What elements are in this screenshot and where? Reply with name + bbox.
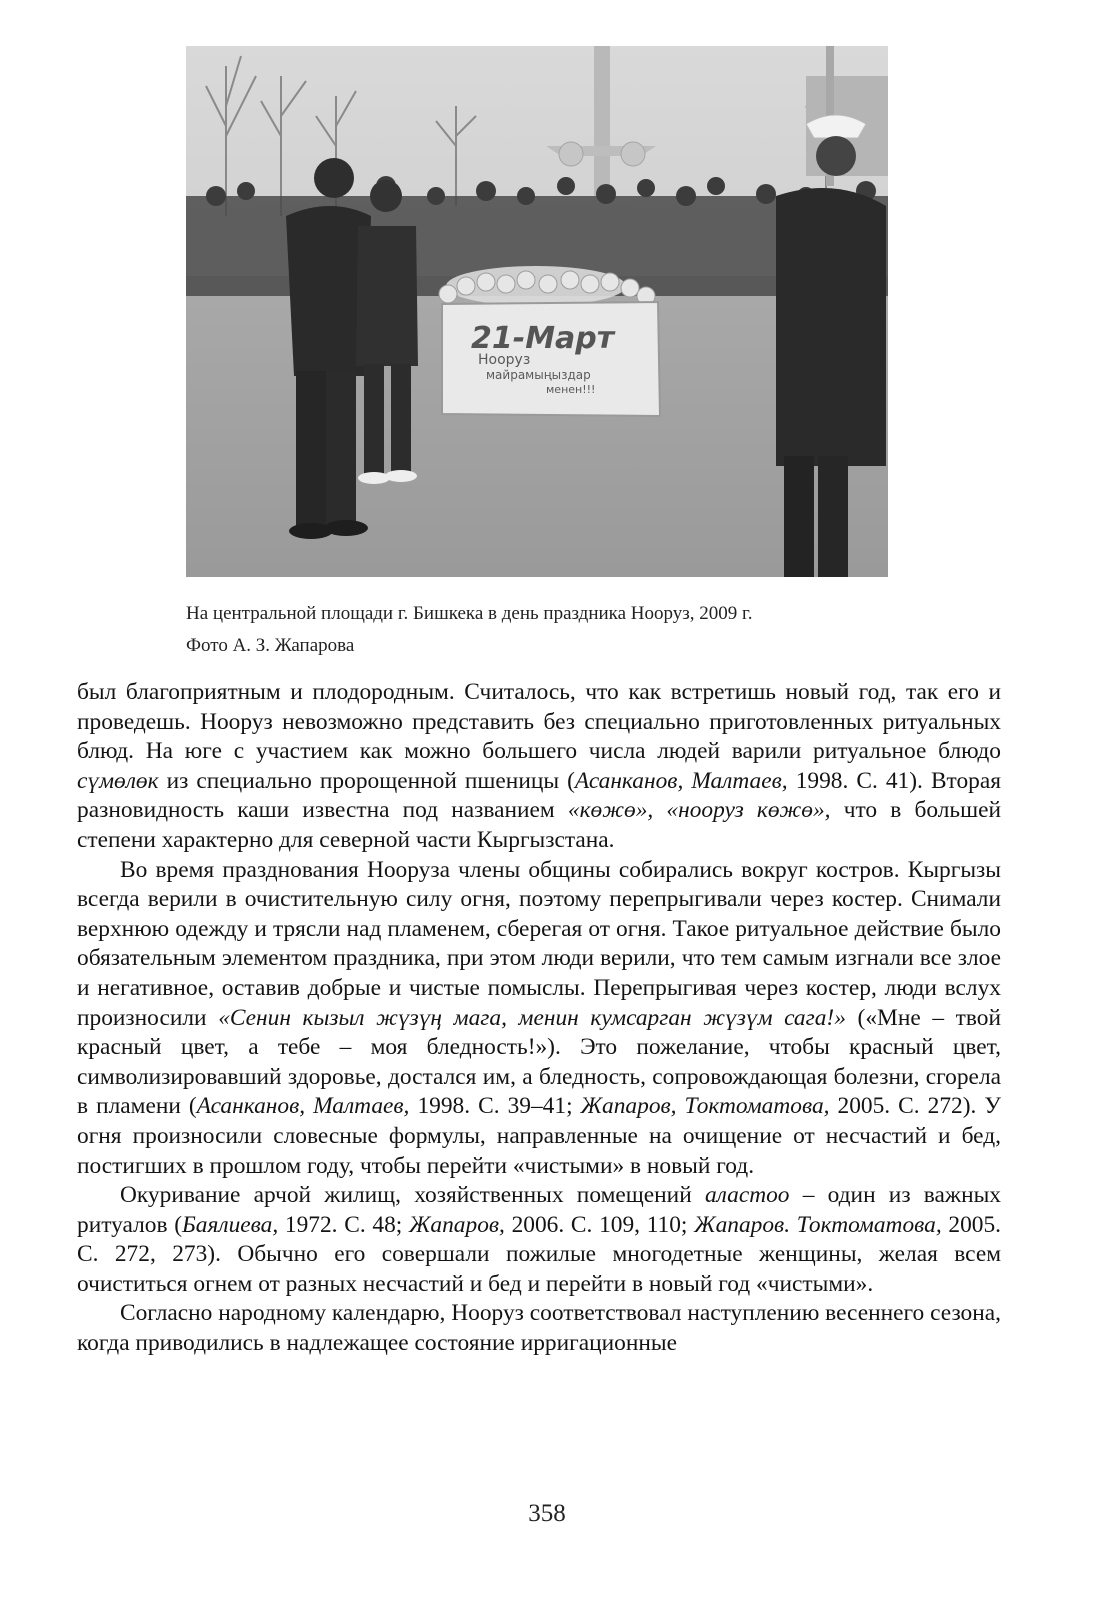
text-run: Согласно народному календарю, Нооруз соответствовал наступлению весеннего сезона, когда приводились в надлежащее состояние ирригационные (77, 1300, 1001, 1357)
festival-photo-illustration (186, 46, 888, 577)
italic-run: «Сенин кызыл жүзүң мага, менин кумсарган жүзүм сага!» (218, 1004, 846, 1031)
photo-caption (186, 598, 946, 662)
sign-nooruz-text: Нооруз (478, 352, 531, 368)
caption-line-2: Фото А. З. Жапарова (186, 635, 355, 656)
sign-menen-text: менен!!! (546, 383, 596, 396)
text-run: Окуривание арчой жилищ, хозяйственных помещений (120, 1182, 705, 1209)
paragraph-3 (77, 1181, 1001, 1299)
text-run: был благоприятным и плодородным. Считалось, что как встретишь новый год, так его и проведешь. Нооруз невозможно представить без специально приготовленных ритуальных блюд. На юге с участием как можно большего числа людей варили ритуальное блюдо (77, 679, 1001, 765)
festival-photo (186, 46, 888, 577)
italic-run: Асанканов, Малтаев, (574, 767, 788, 794)
text-run: 2005. С. 272). У огня произносили словесные формулы, направленные на очищение от несчастий и бед, постигших в прошлом году, чтобы перейти «чистыми» в новый год. (77, 1093, 1001, 1179)
body-text (77, 678, 1001, 1359)
sign-date-text: 21-Март (471, 321, 615, 356)
italic-run: Баялиева, (182, 1211, 279, 1238)
italic-run: сүмөлөк (77, 767, 159, 794)
italic-run: «көжө», «нооруз көжө», (567, 797, 831, 824)
sign-greeting-text: майрамыңыздар (486, 368, 591, 382)
text-run: 1998. С. 39–41; (409, 1093, 581, 1120)
text-run: Во время празднования Нооруза члены общины собирались вокруг костров. Кыргызы всегда верили в очистительную силу огня, поэтому перепрыгивали через костер. Снимали верхнюю одежду и трясли над пламенем, сберегая от огня. Такое ритуальное действие было обязательным элементом праздника, при этом люди верили, что тем самым изгнали все злое и негативное, оставив добрые и чистые помыслы. Перепрыгивая через костер, люди вслух произносили (77, 856, 1001, 1031)
caption-line-1: На центральной площади г. Бишкека в день праздника Нооруз, 2009 г. (186, 603, 753, 624)
paragraph-2 (77, 856, 1001, 1182)
text-run: из специально пророщенной пшеницы ( (158, 767, 575, 794)
page-number: 358 (528, 1500, 566, 1527)
italic-run: Асанканов, Малтаев, (196, 1093, 410, 1120)
text-run: что в большей степени характерно для северной части Кыргызстана. (77, 797, 1001, 853)
italic-run: Жапаров. Токтоматова, (694, 1211, 942, 1238)
text-run: 1998. С. 41). Вторая разновидность каши известна под названием (77, 767, 1001, 824)
italic-run: Жапаров, (408, 1211, 505, 1238)
italic-run: аластоо (704, 1182, 790, 1209)
paragraph-1 (77, 678, 1001, 856)
text-run: 1972. С. 48; (278, 1211, 409, 1238)
text-run: 2005. С. 272, 273). Обычно его совершали пожилые многодетные женщины, желая всем очиститься огнем от разных несчастий и бед и перейти в новый год «чистыми». (77, 1211, 1002, 1297)
paragraph-4 (77, 1299, 1001, 1358)
text-run: («Мне – твой красный цвет, а тебе – моя бледность!»). Это пожелание, чтобы красный цвет, символизировавший здоровье, достался им, а бледность, сопровождающая болезни, сгорела в пламени ( (77, 1004, 1001, 1120)
text-run: 2006. С. 109, 110; (504, 1211, 695, 1238)
text-run: – один из важных ритуалов ( (77, 1182, 1001, 1238)
italic-run: Жапаров, Токтоматова, (580, 1093, 830, 1120)
